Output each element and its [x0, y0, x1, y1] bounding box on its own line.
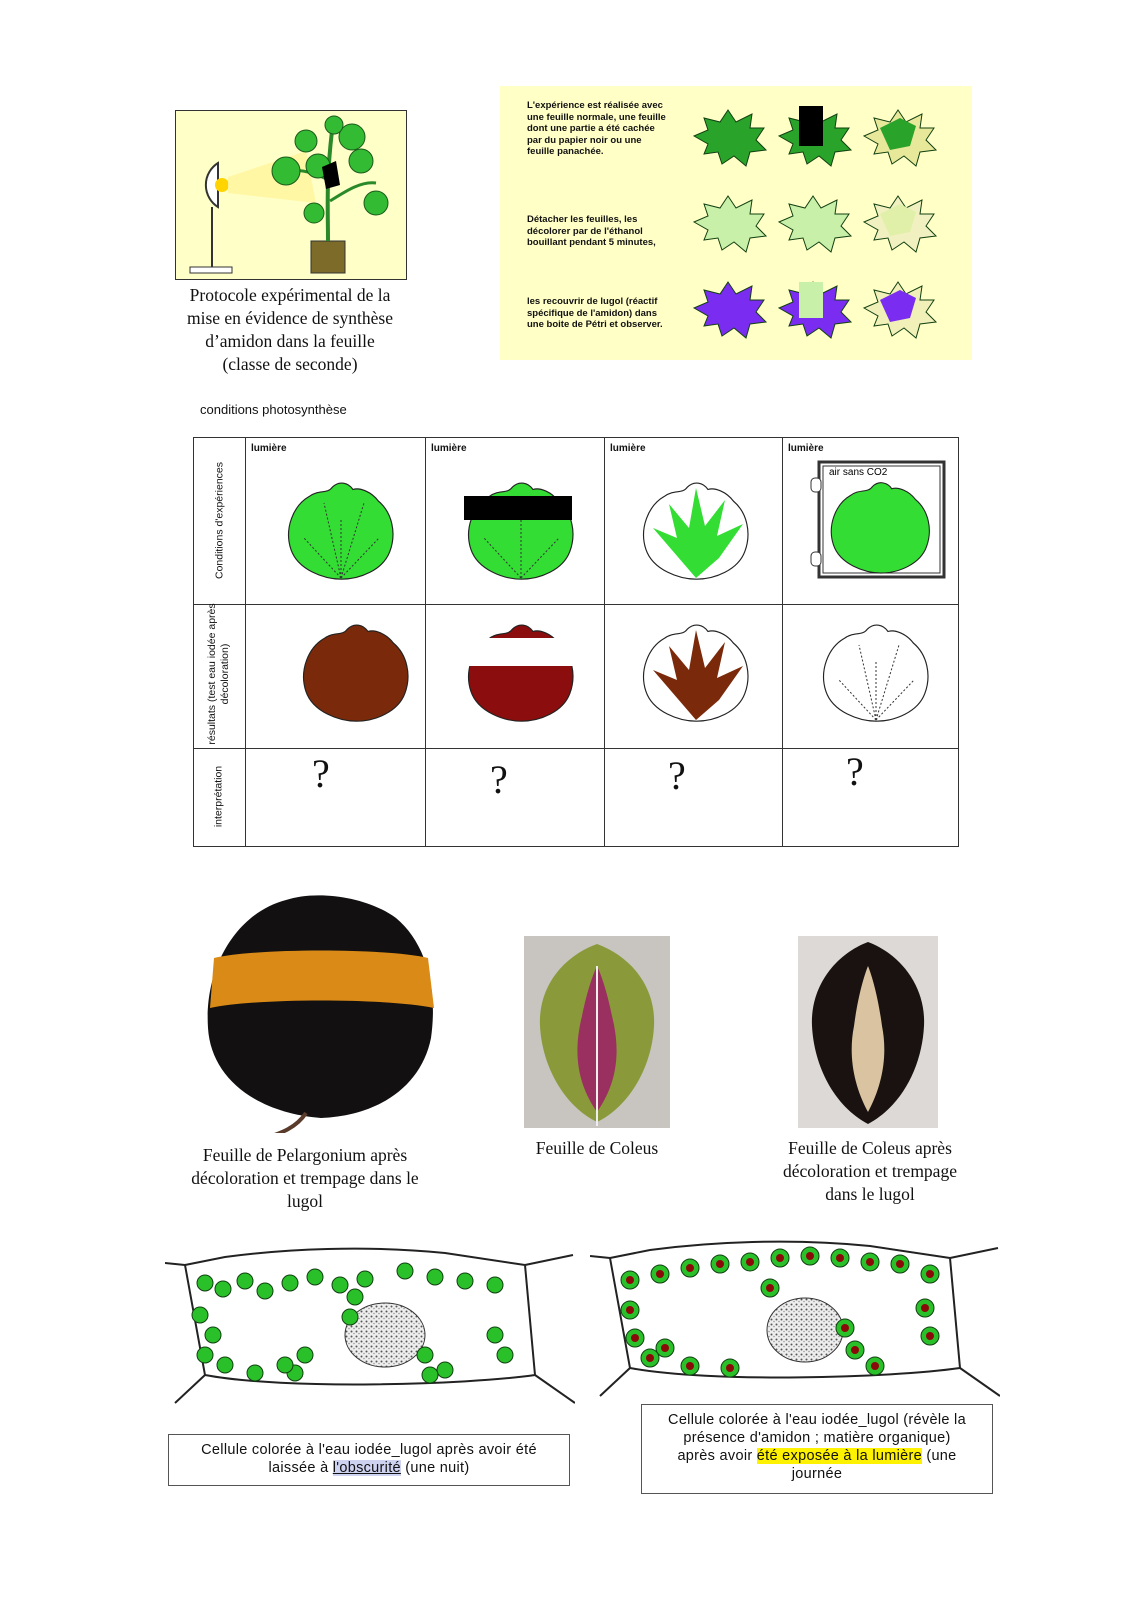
leaf-result-no-co2	[819, 620, 939, 730]
leaf-masked	[464, 478, 584, 588]
step-2-text: Détacher les feuilles, les décolorer par de l'éthanol bouillant pendant 5 minutes,	[527, 214, 656, 248]
experiment-steps-panel	[500, 86, 972, 360]
protocol-caption: Protocole expérimental de la mise en évidence de synthèse d’amidon dans la feuille (classe de seconde)	[186, 285, 394, 374]
coleus-stained-photo	[798, 936, 938, 1128]
leaf-result-masked	[464, 620, 584, 730]
leaf-steps-drawing	[680, 100, 960, 350]
cell-light-caption: Cellule colorée à l'eau iodée_lugol (révèle la présence d'amidon ; matière organique) après avoir été exposée à la lumière (une journée	[641, 1404, 993, 1494]
leaf-result-variegated	[639, 620, 759, 730]
row-head-interpretation: interprétation	[212, 765, 225, 828]
column-head-4: lumière	[788, 443, 824, 454]
cell-dark-drawing	[165, 1225, 575, 1425]
table-title: conditions photosynthèse	[200, 402, 347, 417]
row-head-results: résultats (test eau iodée après décoloration)	[206, 603, 231, 745]
interpretation-2: ?	[490, 757, 508, 802]
step-1-text: L'expérience est réalisée avec une feuille normale, une feuille dont une partie a été cachée par du papier noir ou une feuille panachée.	[527, 100, 666, 157]
column-head-1: lumière	[251, 443, 287, 454]
column-head-2: lumière	[431, 443, 467, 454]
coleus-caption: Feuille de Coleus	[535, 1138, 659, 1158]
step-3-text: les recouvrir de lugol (réactif spécifique de l'amidon) dans une boite de Pétri et observer.	[527, 296, 663, 330]
selected-word: l'obscurité	[332, 1460, 401, 1476]
coleus-photo	[524, 936, 670, 1128]
leaf-variegated	[639, 478, 759, 588]
leaf-normal	[284, 478, 404, 588]
cell-dark-caption: Cellule colorée à l'eau iodée_lugol après avoir été laissée à l'obscurité (une nuit)	[168, 1434, 570, 1486]
interpretation-1: ?	[312, 751, 330, 796]
protocol-illustration	[175, 110, 407, 280]
jar-label: air sans CO2	[829, 467, 888, 478]
lamp-plant-drawing	[176, 111, 406, 279]
row-head-conditions: Conditions d'expériences	[213, 462, 226, 579]
results-table	[193, 437, 959, 847]
pelargonium-caption: Feuille de Pelargonium après décoloration et trempage dans le lugol	[191, 1145, 419, 1211]
interpretation-3: ?	[668, 753, 686, 798]
interpretation-4: ?	[846, 749, 864, 794]
leaf-no-co2-jar	[809, 460, 949, 590]
pelargonium-photo	[196, 888, 446, 1133]
coleus-stained-caption: Feuille de Coleus après décoloration et trempage dans le lugol	[783, 1138, 957, 1204]
column-head-3: lumière	[610, 443, 646, 454]
leaf-result-normal	[299, 620, 419, 730]
cell-light-drawing	[590, 1218, 1000, 1418]
highlighted-phrase: été exposée à la lumière	[756, 1448, 922, 1464]
